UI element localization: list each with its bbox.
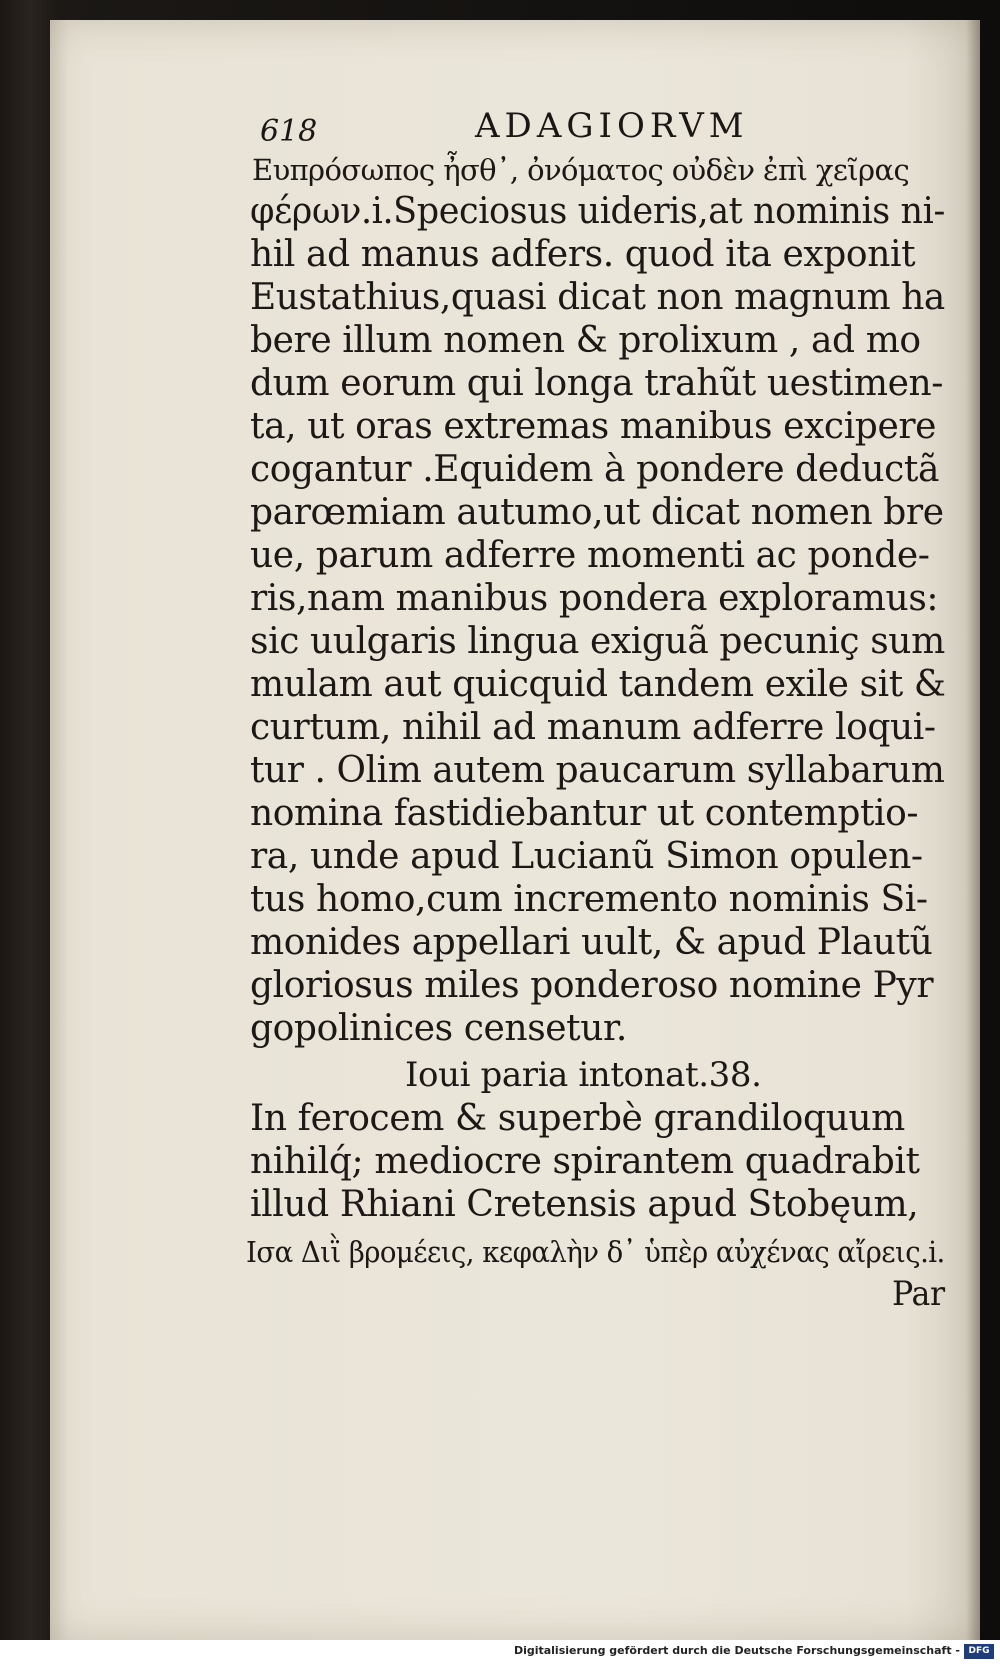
text-line: In ferocem & superbè grandiloquum	[250, 1098, 905, 1139]
text-line: parœmiam autumo,ut dicat nomen bre	[250, 492, 944, 533]
footer-bar	[0, 1640, 1000, 1664]
text-line: mulam aut quicquid tandem exile sit &	[250, 664, 946, 705]
text-line: gopolinices censetur.	[250, 1008, 627, 1049]
text-line: φέρων.i.Speciosus uideris,at nominis ni-	[250, 191, 945, 232]
page-edge-shadow	[966, 20, 980, 1640]
text-line: ue, parum adferre momenti ac ponde-	[250, 535, 930, 576]
greek-quote-line: Ισα Διῒ βρομέεις, κεφαλὴν δ᾽ ὑπὲρ αὐχένας αἴρεις.i.	[246, 1235, 945, 1269]
funding-credit: Digitalisierung gefördert durch die Deutsche Forschungsgemeinschaft -	[513, 1644, 960, 1657]
text-line: tus homo,cum incremento nominis Si-	[250, 879, 928, 920]
text-line: ra, unde apud Lucianũ Simon opulen-	[250, 836, 923, 877]
text-line: nihilq́; mediocre spirantem quadrabit	[250, 1141, 920, 1182]
text-line: sic uulgaris lingua exiguã pecuniç sum	[250, 621, 945, 662]
book-page	[50, 20, 980, 1640]
text-line: ta, ut oras extremas manibus excipere	[250, 406, 937, 447]
adage-title: Ioui paria intonat.38.	[405, 1055, 762, 1095]
dfg-logo: DFG	[964, 1644, 994, 1659]
text-line: illud Rhiani Cretensis apud Stobęum,	[250, 1184, 919, 1225]
text-line: monides appellari uult, & apud Plautũ	[250, 922, 933, 963]
text-line: cogantur .Equidem à pondere deductã	[250, 449, 940, 490]
text-line: ris,nam manibus pondera exploramus:	[250, 578, 939, 619]
text-line: nomina fastidiebantur ut contemptio-	[250, 793, 919, 834]
text-line: hil ad manus adfers. quod ita exponit	[250, 234, 916, 275]
page-number: 618	[260, 114, 318, 149]
catchword: Par	[892, 1274, 945, 1314]
text-line: gloriosus miles ponderoso nomine Pyr	[250, 965, 934, 1006]
text-line: tur . Olim autem paucarum syllabarum	[250, 750, 945, 791]
text-line: dum eorum qui longa trahũt uestimen-	[250, 363, 944, 404]
text-line: Ευπρόσωπος ἦσθ᾽, ὀνόματος οὐδὲν ἐπὶ χεῖρας	[252, 153, 910, 187]
running-head: ADAGIORVM	[475, 106, 749, 146]
text-line: Eustathius,quasi dicat non magnum ha	[250, 277, 945, 318]
text-line: bere illum nomen & prolixum , ad mo	[250, 320, 921, 361]
text-line: curtum, nihil ad manum adferre loqui-	[250, 707, 936, 748]
